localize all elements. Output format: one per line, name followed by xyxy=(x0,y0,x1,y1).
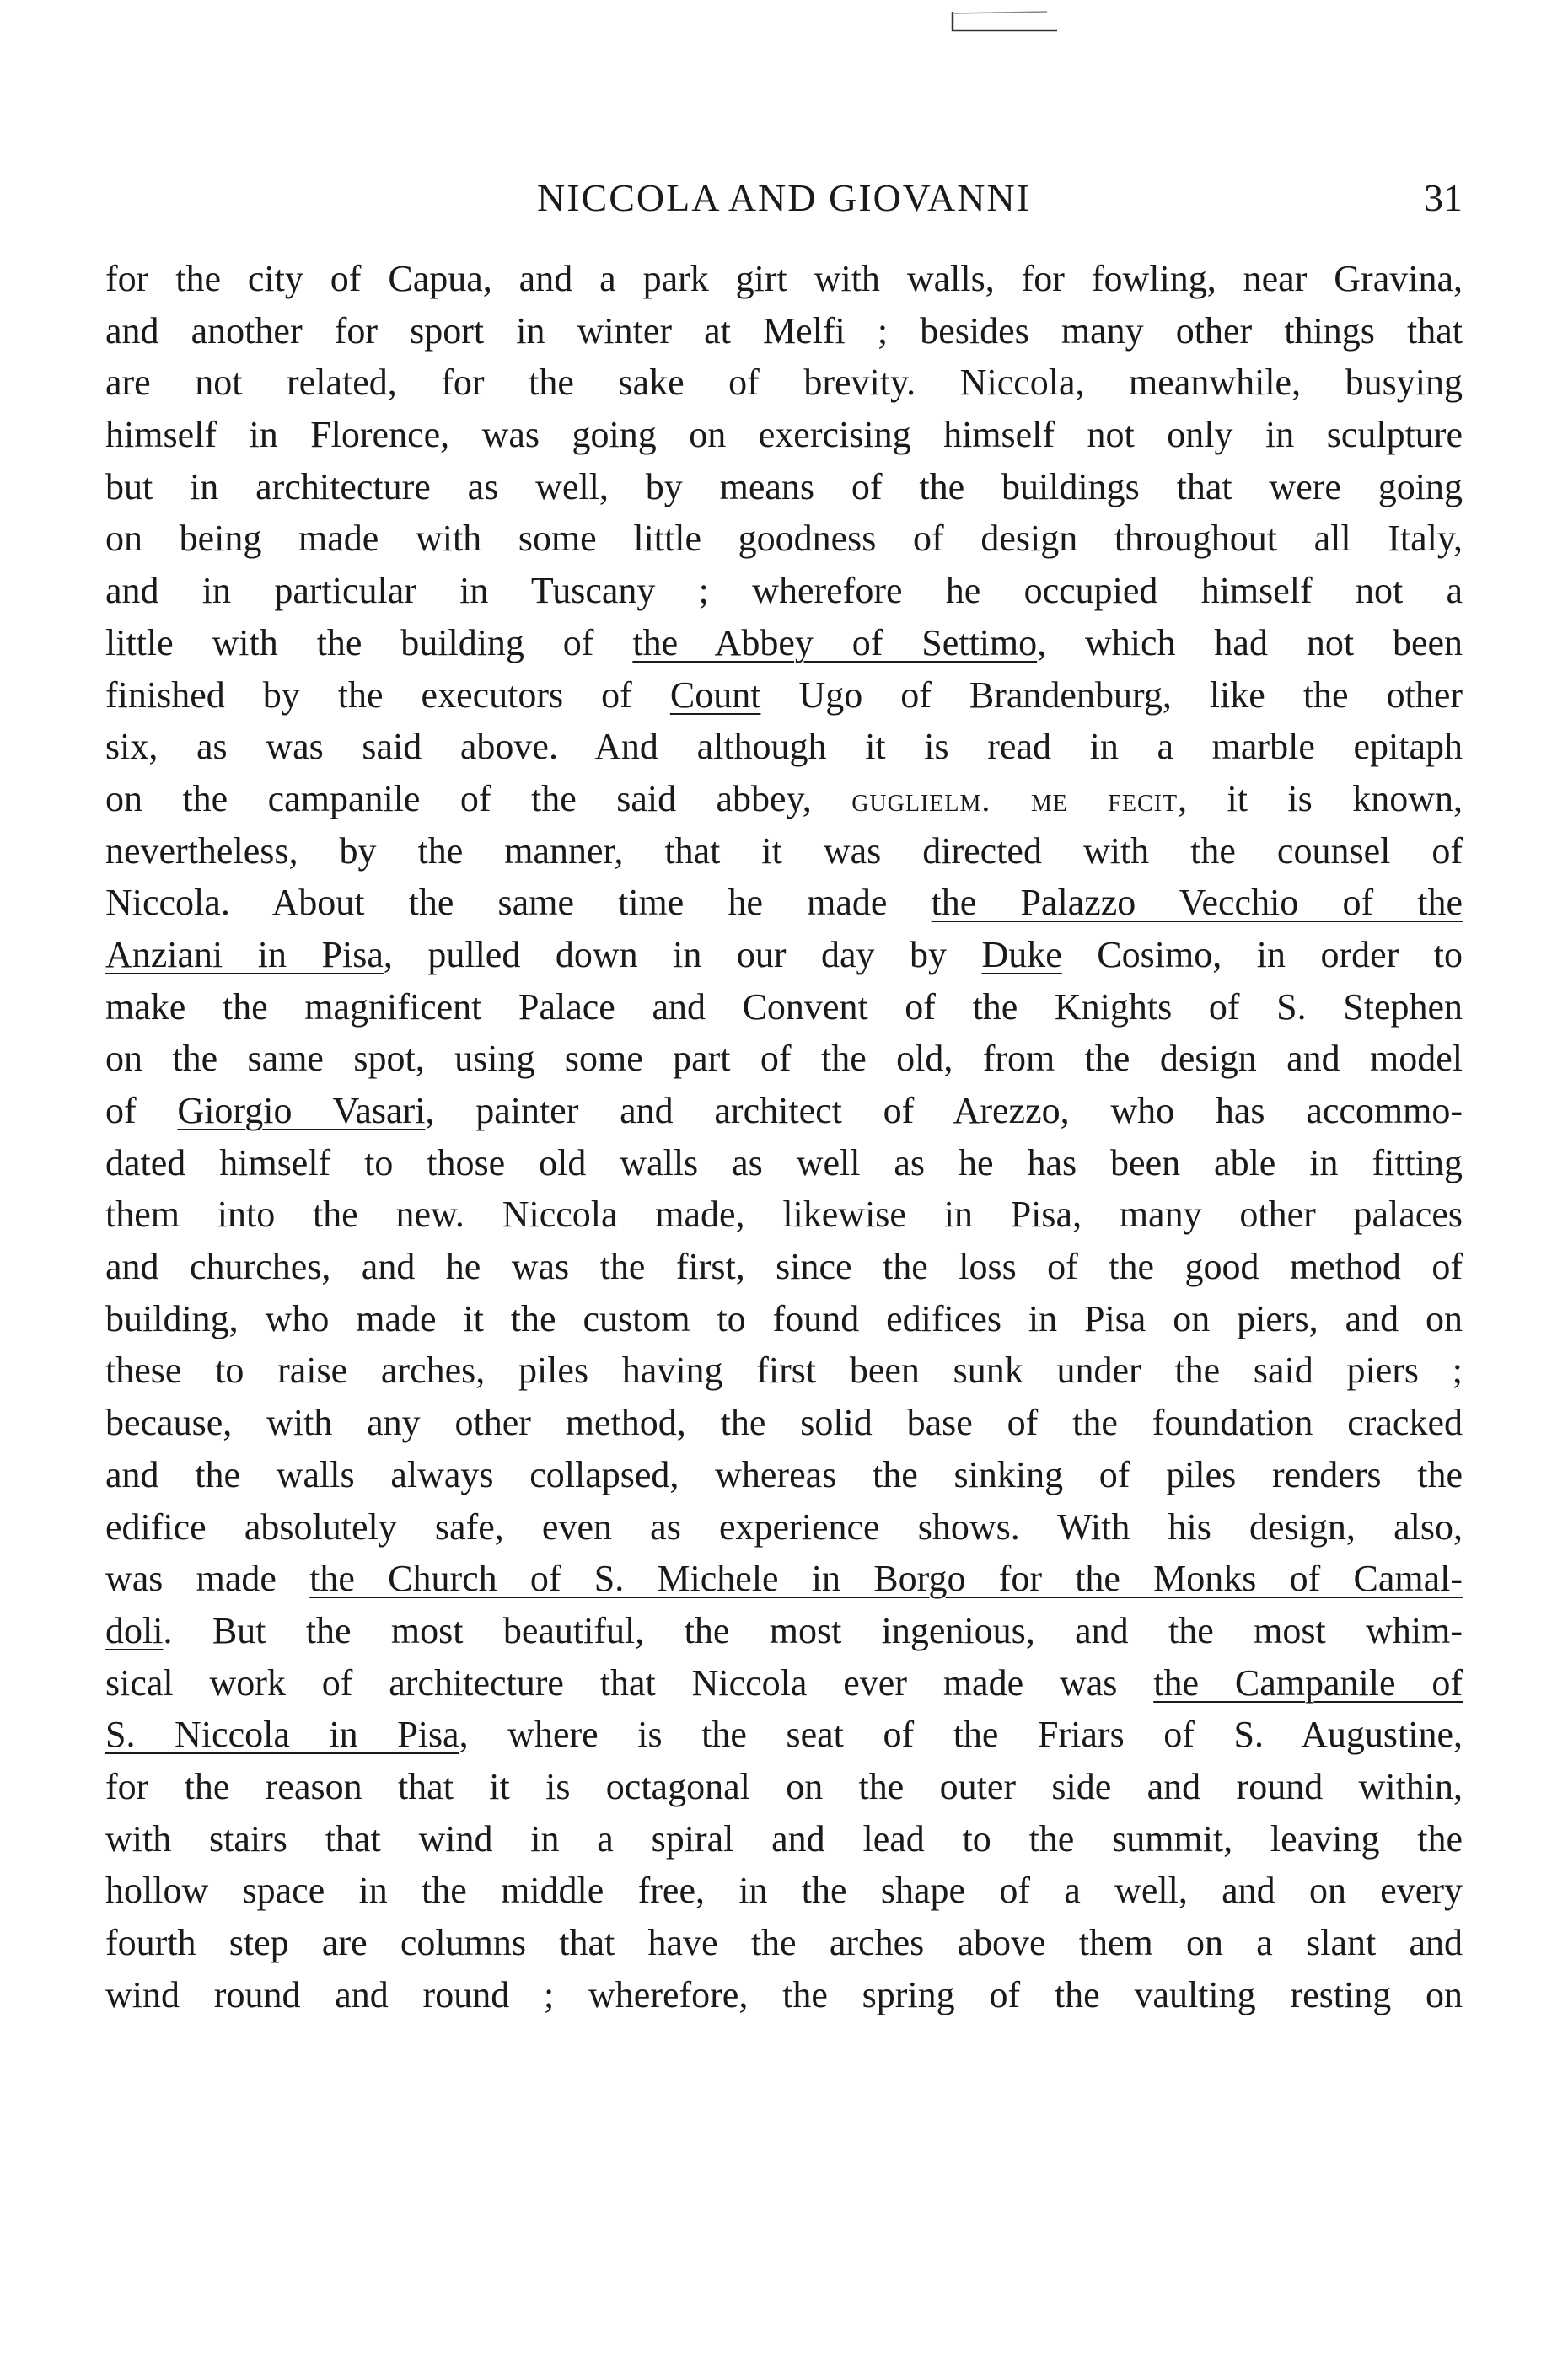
text-line xyxy=(105,877,1463,929)
text-segment: these to raise arches, piles having first been sunk under the said piers ; xyxy=(105,1350,1463,1392)
text-line xyxy=(105,1813,1463,1865)
underlined-phrase: Giorgio Vasari xyxy=(177,1090,426,1131)
text-segment: , where is the seat of the Friars of S. Augustine, xyxy=(459,1714,1463,1756)
text-line xyxy=(105,773,1463,825)
text-segment: and the walls always collapsed, whereas the sinking of piles renders the xyxy=(105,1453,1463,1495)
text-segment: building, who made it the custom to found edifices in Pisa on piers, and on xyxy=(105,1297,1463,1339)
text-segment: for the reason that it is octagonal on the outer side and round within, xyxy=(105,1765,1463,1807)
text-segment: wind round and round ; wherefore, the spring of the vaulting resting on xyxy=(105,1973,1463,2015)
text-segment: on being made with some little goodness of design throughout all Italy, xyxy=(105,518,1463,560)
text-segment: for the city of Capua, and a park girt with walls, for fowling, near Gravina, xyxy=(105,258,1463,299)
text-segment: sical work of architecture that Niccola ever made was xyxy=(105,1661,1154,1704)
text-line xyxy=(105,461,1463,513)
text-line xyxy=(105,1605,1463,1657)
text-segment: nevertheless, by the manner, that it was directed with the counsel of xyxy=(105,829,1463,872)
text-line xyxy=(105,825,1463,878)
text-segment: them into the new. Niccola made, likewise in Pisa, many other palaces xyxy=(105,1194,1463,1236)
text-segment: edifice absolutely safe, even as experience shows. With his design, also, xyxy=(105,1506,1463,1548)
text-line xyxy=(105,513,1463,565)
underlined-phrase: doli xyxy=(105,1609,164,1651)
text-line xyxy=(105,1293,1463,1345)
underlined-phrase: S. Niccola in Pisa xyxy=(105,1714,459,1756)
underlined-phrase: the Campanile of xyxy=(1153,1661,1463,1704)
text-segment: Niccola. About the same time he made xyxy=(105,882,932,924)
underlined-phrase: Duke xyxy=(981,933,1062,975)
underlined-phrase: the Abbey of Settimo xyxy=(632,621,1038,663)
page-number: 31 xyxy=(1424,176,1463,219)
text-line xyxy=(105,1969,1463,2021)
text-line xyxy=(105,1345,1463,1397)
running-head xyxy=(105,173,1463,223)
text-line xyxy=(105,1241,1463,1293)
underlined-phrase: Anziani in Pisa xyxy=(105,933,384,975)
text-segment: and churches, and he was the first, since the loss of the good method of xyxy=(105,1246,1463,1288)
text-segment: but in architecture as well, by means of the buildings that were going xyxy=(105,465,1463,507)
text-segment: was made xyxy=(105,1558,310,1600)
text-line xyxy=(105,1501,1463,1554)
text-line xyxy=(105,1917,1463,1969)
text-segment: himself in Florence, was going on exercising himself not only in sculpture xyxy=(105,414,1463,456)
text-segment: Ugo of Brandenburg, like the other xyxy=(760,674,1463,716)
text-line xyxy=(105,1553,1463,1605)
text-segment: fourth step are columns that have the arches above them on a slant and xyxy=(105,1922,1463,1963)
text-line xyxy=(105,253,1463,305)
text-line xyxy=(105,565,1463,617)
text-segment: little with the building of xyxy=(105,621,633,663)
text-segment: . But the most beautiful, the most ingenious, and the most whim- xyxy=(163,1609,1463,1651)
text-segment: , painter and architect of Arezzo, who has accommo- xyxy=(425,1090,1463,1131)
text-line xyxy=(105,1709,1463,1761)
pencil-mark xyxy=(946,8,1064,34)
text-line xyxy=(105,721,1463,773)
text-segment: because, with any other method, the solid base of the foundation cracked xyxy=(105,1402,1463,1444)
text-segment: dated himself to those old walls as well as he has been able in fitting xyxy=(105,1141,1463,1184)
small-caps-inscription: guglielm. me fecit xyxy=(851,780,1179,819)
text-segment: and another for sport in winter at Melfi ; besides many other things that xyxy=(105,309,1463,352)
text-line xyxy=(105,617,1463,669)
text-segment: are not related, for the sake of brevity. Niccola, meanwhile, busying xyxy=(105,362,1463,404)
text-segment: and in particular in Tuscany ; wherefore he occupied himself not a xyxy=(105,570,1463,612)
text-segment: six, as was said above. And although it is read in a marble epitaph xyxy=(105,726,1463,768)
text-segment: , which had not been xyxy=(1037,621,1463,663)
text-line xyxy=(105,305,1463,357)
text-line xyxy=(105,1137,1463,1189)
text-segment: , it is known, xyxy=(1178,777,1463,819)
text-line xyxy=(105,1189,1463,1241)
underlined-phrase: Count xyxy=(669,674,761,716)
underlined-phrase: the Palazzo Vecchio of the xyxy=(931,882,1463,924)
underlined-phrase: the Church of S. Michele in Borgo for the Monks of Camal- xyxy=(309,1558,1463,1600)
text-line xyxy=(105,1657,1463,1710)
text-line xyxy=(105,1397,1463,1449)
text-line xyxy=(105,409,1463,461)
body-text xyxy=(105,253,1463,2021)
text-line xyxy=(105,981,1463,1033)
text-line xyxy=(105,929,1463,981)
text-segment: , pulled down in our day by xyxy=(383,933,982,975)
chapter-title: NICCOLA AND GIOVANNI xyxy=(536,176,1032,219)
text-segment: on the campanile of the said abbey, xyxy=(105,777,852,819)
text-segment: finished by the executors of xyxy=(105,674,670,716)
text-line xyxy=(105,357,1463,409)
text-line xyxy=(105,1761,1463,1813)
text-segment: of xyxy=(105,1090,178,1131)
text-line xyxy=(105,669,1463,722)
text-line xyxy=(105,1033,1463,1085)
text-line xyxy=(105,1865,1463,1917)
text-segment: hollow space in the middle free, in the shape of a well, and on every xyxy=(105,1870,1463,1912)
text-segment: make the magnificent Palace and Convent of the Knights of S. Stephen xyxy=(105,985,1463,1028)
text-line xyxy=(105,1085,1463,1137)
text-line xyxy=(105,1449,1463,1501)
text-segment: on the same spot, using some part of the old, from the design and model xyxy=(105,1038,1463,1080)
text-segment: with stairs that wind in a spiral and lead to the summit, leaving the xyxy=(105,1817,1463,1860)
text-segment: Cosimo, in order to xyxy=(1061,933,1463,975)
